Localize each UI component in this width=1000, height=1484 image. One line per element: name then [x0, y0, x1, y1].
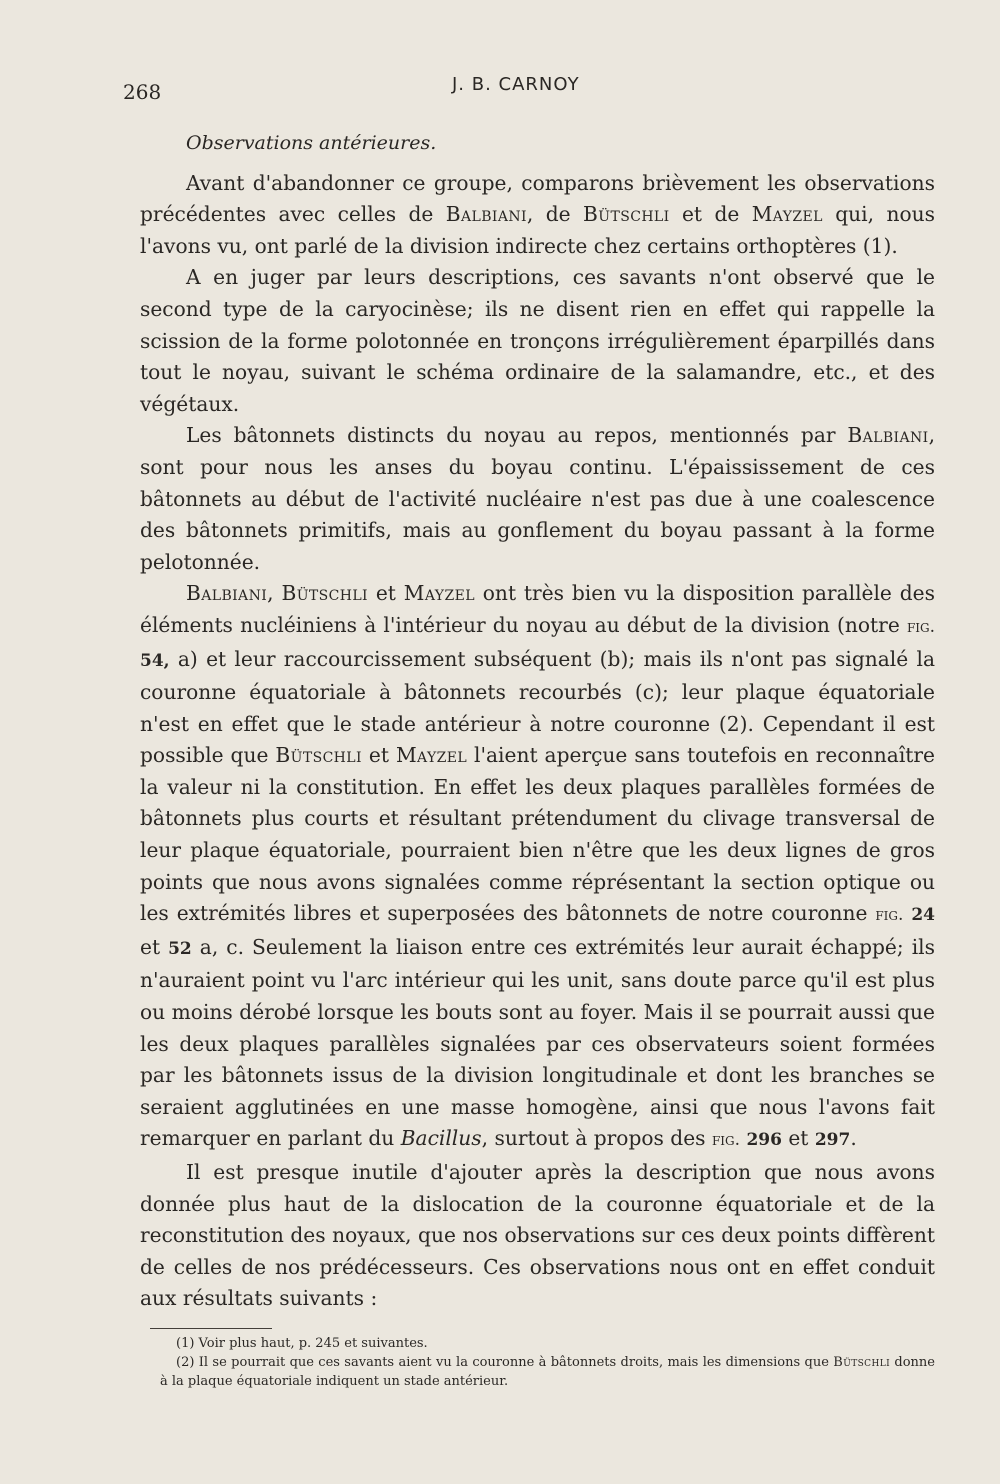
- text-run: (2) Il se pourrait que ces savants aient vu la couronne à bâtonnets droits, mais les dimensions que: [176, 1355, 834, 1370]
- page-header: [120, 74, 940, 104]
- author-name: Mayzel: [395, 743, 468, 768]
- footnotes: [160, 1334, 935, 1391]
- text-run: , surtout à propos des: [481, 1126, 712, 1151]
- figure-ref: fig.: [875, 905, 904, 926]
- author-name: Bütschli: [833, 1355, 891, 1370]
- text-run: Les bâtonnets distincts du noyau au repos, mentionnés par: [186, 423, 848, 448]
- text-run: , de: [526, 202, 584, 227]
- text-run: ont très bien vu la disposition parallèle des éléments nucléiniens à l'intérieur du noyau au début de la division (notre: [140, 581, 935, 637]
- author-name: Bütschli: [583, 202, 670, 227]
- figure-ref: fig.: [906, 616, 935, 637]
- figure-number: 24: [911, 905, 936, 926]
- text-run: et: [781, 1126, 815, 1151]
- paragraph-3: [140, 420, 935, 578]
- text-run: Avant d'abandonner ce groupe, comparons brièvement les observations précédentes avec celles de: [140, 170, 935, 227]
- text-run: et: [361, 743, 396, 768]
- section-title: Observations antérieures.: [186, 132, 437, 154]
- figure-number: 297: [814, 1130, 851, 1151]
- paragraph-5: Il est presque inutile d'ajouter après la description que nous avons donnée plus haut de la dislocation de la couronne équatoriale et de la reconstitution des noyaux, que nos observations sur ces deux points diffèrent de celles de nos prédécesseurs. Ces observations nous ont en effet conduit aux résultats suivants :: [140, 1160, 935, 1311]
- author-name: Bütschli: [281, 581, 368, 606]
- text-run: ,: [267, 581, 282, 606]
- paragraph-1: [140, 168, 935, 263]
- author-name: Balbiani: [186, 581, 268, 606]
- author-name: Balbiani: [445, 202, 527, 227]
- text-run: et de: [669, 202, 752, 227]
- text-run: a) et leur raccourcissement subséquent (b); mais ils n'ont pas signalé la couronne équatoriale à bâtonnets recourbés (c); leur plaque équatoriale n'est en effet que le stade antérieur à notre couronne (2). Cependant il est possible que: [140, 646, 935, 768]
- figure-number: 54,: [140, 650, 170, 671]
- page-body: [140, 128, 935, 1315]
- author-name: Bütschli: [275, 743, 362, 768]
- author-name: Mayzel: [751, 202, 823, 227]
- page-number: 268: [123, 80, 162, 104]
- figure-ref: fig.: [711, 1130, 741, 1151]
- footnote-1: (1) Voir plus haut, p. 245 et suivantes.: [176, 1336, 428, 1351]
- text-run: donne à la plaque équatoriale indiquent un stade antérieur.: [160, 1355, 935, 1389]
- text-run: a, c. Seulement la liaison entre ces extrémités leur aurait échappé; ils n'auraient point vu l'arc intérieur qui les unit, sans doute parce qu'il est plus ou moins dérobé lorsque les bouts sont au foyer. Mais il se pourrait aussi que les deux plaques parallèles signalées par ces observateurs soient formées par les bâtonnets issus de la division longitudinale et dont les branches se seraient agglutinées en une masse homogène, ainsi que nous l'avons fait remarquer en parlant du: [140, 934, 935, 1151]
- author-name: Mayzel: [403, 581, 475, 606]
- running-head: J. B. CARNOY: [452, 74, 580, 95]
- text-run: et: [367, 581, 404, 606]
- text-run: qui, nous l'avons vu, ont parlé de la division indirecte chez certains orthoptères (1).: [140, 202, 935, 258]
- figure-number: 52: [168, 938, 192, 959]
- paragraph-2: A en juger par leurs descriptions, ces savants n'ont observé que le second type de la caryocinèse; ils ne disent rien en effet qui rappelle la scission de la forme polotonnée en tronçons irrégulièrement éparpillés dans tout le noyau, suivant le schéma ordinaire de la salamandre, etc., et des végétaux.: [140, 265, 935, 416]
- paragraph-4: [140, 578, 935, 1157]
- text-run: , sont pour nous les anses du boyau continu. L'épaississement de ces bâtonnets au début de l'activité nucléaire n'est pas due à une coalescence des bâtonnets primitifs, mais au gonflement du boyau passant à la forme pelotonnée.: [140, 423, 935, 574]
- text-run: et: [140, 934, 169, 959]
- footnote-2: [160, 1353, 935, 1391]
- figure-number: 296: [746, 1130, 782, 1151]
- footnote-rule: [150, 1328, 272, 1329]
- text-run: l'aient aperçue sans toutefois en reconnaître la valeur ni la constitution. En effet les deux plaques parallèles formées de bâtonnets plus courts et résultant prétendument du clivage transversal de leur plaque équatoriale, pourraient bien n'être que les deux lignes de gros points que nous avons signalées comme réprésentant la section optique ou les extrémités libres et superposées des bâtonnets de notre couronne: [140, 743, 935, 926]
- author-name: Balbiani: [847, 423, 929, 448]
- taxon-name: Bacillus: [400, 1126, 482, 1151]
- text-run: .: [850, 1126, 857, 1151]
